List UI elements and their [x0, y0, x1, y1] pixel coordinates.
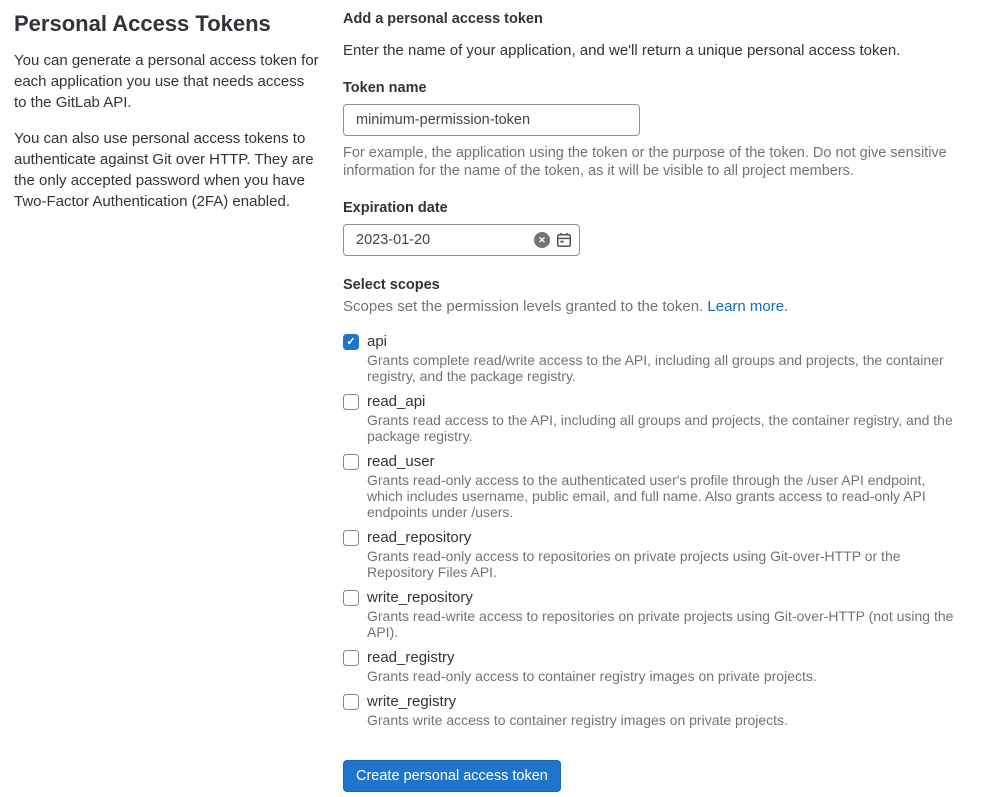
scope-text — [367, 588, 963, 640]
scope-text — [367, 648, 817, 684]
scope-row-write-registry — [343, 692, 963, 728]
scope-name: write_registry — [367, 693, 457, 710]
scope-description: Grants read-only access to container registry images on private projects. — [367, 668, 817, 684]
scope-row-api — [343, 332, 963, 384]
scope-checkbox-read-user[interactable] — [343, 454, 359, 470]
page-title: Personal Access Tokens — [14, 11, 271, 36]
scope-name: read_api — [367, 393, 426, 410]
scope-row-read-repository — [343, 528, 963, 580]
scope-row-read-user — [343, 452, 963, 520]
scope-checkbox-api[interactable] — [343, 334, 359, 350]
check-icon: ✓ — [346, 336, 356, 348]
scopes-list — [343, 332, 963, 728]
scope-text — [367, 692, 788, 728]
scope-description: Grants read-only access to repositories on private projects using Git-over-HTTP or the Repository Files API. — [367, 548, 901, 580]
scope-text — [367, 528, 963, 580]
scope-name: read_repository — [367, 529, 472, 546]
calendar-icon[interactable] — [556, 232, 572, 248]
scope-checkbox-write-registry[interactable] — [343, 694, 359, 710]
scope-description: Grants read access to the API, including all groups and projects, the container registry, and the package registry. — [367, 412, 953, 444]
scope-checkbox-read-registry[interactable] — [343, 650, 359, 666]
scope-row-read-api — [343, 392, 963, 444]
page-description-1: You can generate a personal access token for each application you use that needs access to the GitLab API. — [14, 52, 319, 111]
token-name-input[interactable] — [343, 104, 640, 136]
scope-text — [367, 452, 963, 520]
scope-name: write_repository — [367, 589, 473, 606]
scope-checkbox-read-repository[interactable] — [343, 530, 359, 546]
scope-checkbox-write-repository[interactable] — [343, 590, 359, 606]
select-scopes-label: Select scopes — [343, 277, 440, 293]
scope-text — [367, 332, 963, 384]
scope-name: api — [367, 333, 388, 350]
expiration-date-field — [343, 224, 580, 256]
form-heading: Add a personal access token — [343, 11, 543, 27]
scope-row-write-repository — [343, 588, 963, 640]
scopes-hint-text: Scopes set the permission levels granted to the token. — [343, 298, 704, 315]
create-token-button[interactable]: Create personal access token — [343, 760, 561, 792]
scope-row-read-registry — [343, 648, 963, 684]
scope-description: Grants complete read/write access to the API, including all groups and projects, the container registry, and the package registry. — [367, 352, 944, 384]
scope-description: Grants read-only access to the authenticated user's profile through the /user API endpoint, which includes username, public email, and full name. Also grants access to read-only API endpoints under /users. — [367, 472, 926, 520]
scope-text — [367, 392, 963, 444]
page-description-panel — [14, 10, 319, 792]
token-name-label: Token name — [343, 80, 427, 96]
scope-checkbox-read-api[interactable] — [343, 394, 359, 410]
scope-description: Grants write access to container registry images on private projects. — [367, 712, 788, 728]
clear-date-icon[interactable]: ✕ — [534, 232, 550, 248]
scopes-hint — [343, 297, 963, 317]
scope-name: read_registry — [367, 649, 455, 666]
scope-description: Grants read-write access to repositories on private projects using Git-over-HTTP (not using the API). — [367, 608, 954, 640]
expiration-date-label: Expiration date — [343, 200, 448, 216]
add-token-form — [343, 10, 963, 792]
page-description-2: You can also use personal access tokens to authenticate against Git over HTTP. They are the only accepted password when you have Two-Factor Authentication (2FA) enabled. — [14, 130, 314, 210]
token-name-help: For example, the application using the token or the purpose of the token. Do not give sensitive information for the name of the token, as it will be visible to all project members. — [343, 145, 947, 179]
form-intro: Enter the name of your application, and we'll return a unique personal access token. — [343, 42, 901, 59]
learn-more-link[interactable]: Learn more. — [707, 298, 789, 315]
scope-name: read_user — [367, 453, 435, 470]
